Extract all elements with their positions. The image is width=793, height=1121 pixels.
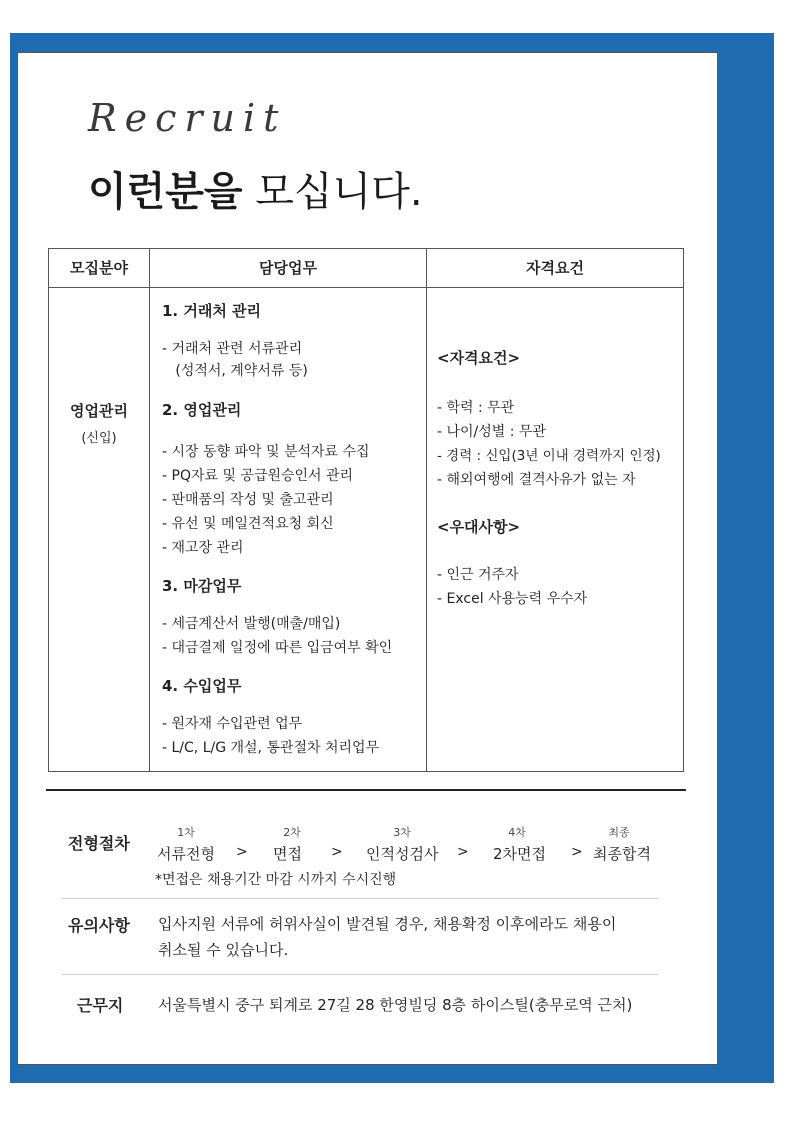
notice-label: 유의사항 bbox=[68, 916, 130, 935]
field-name: 영업관리 bbox=[70, 402, 128, 420]
duty-head: 2. 영업관리 bbox=[162, 401, 242, 419]
duty-item: - 대금결제 일정에 따른 입금여부 확인 bbox=[162, 640, 393, 656]
arrow-icon: > bbox=[457, 844, 469, 860]
step-number: 3차 bbox=[393, 826, 411, 839]
notice-text: 취소될 수 있습니다. bbox=[158, 941, 289, 959]
process-step: 인적성검사 bbox=[366, 845, 439, 863]
arrow-icon: > bbox=[236, 844, 248, 860]
qualification-item: - 해외여행에 결격사유가 없는 자 bbox=[437, 472, 636, 488]
duty-item: - 원자재 수입관련 업무 bbox=[162, 716, 303, 732]
duty-item: - 판매품의 작성 및 출고관리 bbox=[162, 492, 334, 508]
section-divider bbox=[46, 789, 686, 791]
table-divider bbox=[149, 249, 150, 771]
duty-item: - 거래처 관련 서류관리 bbox=[162, 341, 303, 357]
duty-item: - L/C, L/G 개설, 통관절차 처리업무 bbox=[162, 740, 380, 756]
workplace-address: 서울특별시 중구 퇴계로 27길 28 한영빌딩 8층 하이스틸(충무로역 근처) bbox=[158, 996, 633, 1014]
page-title bbox=[88, 160, 423, 217]
step-number: 1차 bbox=[177, 826, 195, 839]
duty-item: (성적서, 계약서류 등) bbox=[162, 363, 308, 379]
duty-head: 4. 수입업무 bbox=[162, 677, 242, 695]
duty-head: 1. 거래처 관리 bbox=[162, 302, 262, 320]
process-step: 2차면접 bbox=[493, 845, 547, 863]
col-header-qualifications: 자격요건 bbox=[526, 259, 584, 277]
step-number: 2차 bbox=[283, 826, 301, 839]
duty-head: 3. 마감업무 bbox=[162, 577, 242, 595]
process-note: *면접은 채용기간 마감 시까지 수시진행 bbox=[155, 872, 397, 888]
row-separator bbox=[62, 898, 658, 899]
arrow-icon: > bbox=[571, 844, 583, 860]
duty-item: - 시장 동향 파악 및 분석자료 수집 bbox=[162, 444, 370, 460]
recruitment-table bbox=[48, 248, 684, 772]
workplace-label: 근무지 bbox=[77, 996, 124, 1015]
notice-text: 입사지원 서류에 허위사실이 발견될 경우, 채용확정 이후에라도 채용이 bbox=[158, 915, 617, 933]
duty-item: - 재고장 관리 bbox=[162, 540, 244, 556]
col-header-field: 모집분야 bbox=[70, 259, 128, 277]
col-header-duties: 담당업무 bbox=[259, 259, 317, 277]
duty-item: - 세금계산서 발행(매출/매입) bbox=[162, 616, 341, 632]
table-divider bbox=[426, 249, 427, 771]
field-sub: (신입) bbox=[81, 431, 117, 446]
qualification-item: - 경력 : 신입(3년 이내 경력까지 인정) bbox=[437, 448, 661, 464]
preference-head: <우대사항> bbox=[437, 518, 521, 536]
qualification-head: <자격요건> bbox=[437, 349, 521, 367]
process-step: 서류전형 bbox=[157, 845, 215, 863]
qualification-item: - 학력 : 무관 bbox=[437, 400, 515, 416]
duty-item: - PQ자료 및 공급원승인서 관리 bbox=[162, 468, 354, 484]
table-header-row bbox=[49, 249, 683, 288]
qualification-item: - 나이/성별 : 무관 bbox=[437, 424, 546, 440]
process-label: 전형절차 bbox=[68, 834, 130, 853]
preference-item: - Excel 사용능력 우수자 bbox=[437, 591, 588, 607]
process-step: 최종합격 bbox=[593, 845, 651, 863]
process-step: 면접 bbox=[273, 845, 302, 863]
arrow-icon: > bbox=[331, 844, 343, 860]
recruit-script-title: Recruit bbox=[88, 96, 287, 140]
headline-bold: 이런분을 bbox=[88, 169, 243, 215]
preference-item: - 인근 거주자 bbox=[437, 567, 519, 583]
step-number: 최종 bbox=[608, 826, 630, 839]
duty-item: - 유선 및 메일견적요청 회신 bbox=[162, 516, 334, 532]
row-separator bbox=[62, 974, 658, 975]
headline-rest: 모십니다. bbox=[242, 169, 423, 215]
step-number: 4차 bbox=[508, 826, 526, 839]
